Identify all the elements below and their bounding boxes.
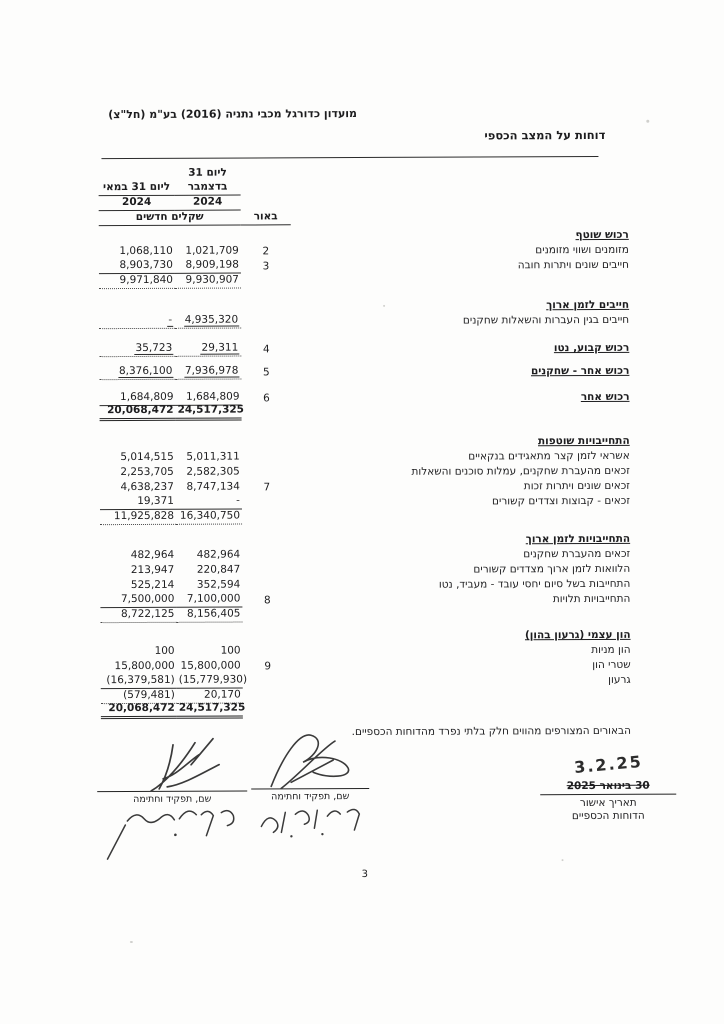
amount-may-2024: 482,964 [130,548,175,562]
amount-may-2024: 4,638,237 [120,480,174,494]
amount-may-2024: 8,722,125 [100,607,176,623]
table-row [101,642,631,659]
table-row [100,576,630,593]
note-ref: 9 [264,660,272,673]
scan-speck [130,941,133,943]
amount-may-2024: 1,068,110 [119,244,173,258]
table-row [101,702,631,719]
amount-may-2024: 9,971,840 [99,273,175,289]
amount-may-2024: 2,253,705 [120,465,174,479]
table-body [99,227,631,719]
row-label: חייבים לזמן ארוך [546,298,630,312]
table-row [100,606,630,623]
table-header [98,164,628,226]
amount-may-2024: 100 [154,644,175,657]
table-row [99,242,629,259]
amount-may-2024: 11,925,828 [100,509,176,525]
table-row [100,448,630,465]
table-row [100,546,630,563]
table-row [99,340,629,357]
table-row [100,561,630,578]
row-label: זכאים - קבוצות וצדדים קשורים [492,494,630,508]
amount-dec-2024: 24,517,325 [177,701,243,719]
page-title: דוחות על המצב הכספי [484,127,606,143]
handwritten-approval-date: 3.2.25 [573,751,644,778]
row-label: חייבים בגין העברות והשאלות שחקנים [462,313,630,327]
amount-dec-2024: 20,170 [177,688,243,704]
amount-dec-2024: 4,935,320 [175,313,241,329]
table-row [100,493,630,510]
table-row [100,508,630,525]
amount-may-2024: 15,800,000 [114,659,175,673]
note-ref: 2 [262,245,270,258]
header-row [99,209,629,226]
row-label [292,523,630,524]
row-label: זכאים מהעברת שחקנים, עמלות סוכנים והשאלות [411,464,630,478]
table-section [99,363,629,380]
table-section [100,531,630,623]
row-label: התחייבויות שוטפות [537,434,630,448]
table-row [99,272,629,289]
amount-dec-2024: 352,594 [196,578,241,591]
row-label: שטרי הון [592,658,631,671]
amount-may-2024: - [99,313,175,329]
signature-scribble [252,728,367,791]
amount-dec-2024: (15,779,930) [177,673,243,689]
amount-dec-2024: 9,930,907 [175,273,241,289]
row-label: רכוש אחר - שחקנים [530,364,630,378]
amount-dec-2024: 5,011,311 [186,450,240,463]
amount-may-2024: 525,214 [130,578,175,592]
col-header-dec-line2: בדצמבר [175,180,241,196]
approval-caption [540,797,676,824]
col-header-may: ליום 31 במאי [99,180,175,196]
table-row [100,478,630,495]
amount-dec-2024: 1,021,709 [185,244,239,257]
col-header-year-may: 2024 [99,195,175,211]
scan-speck [646,120,649,123]
note-ref: 3 [262,260,270,273]
col-header-note: באור [241,209,291,225]
table-row [99,227,629,244]
amount-may-2024: 8,376,100 [99,364,175,380]
struck-date-line [540,774,676,796]
row-label: הון מניות [591,643,631,657]
row-label: מזומנים ושווי מזומנים [535,243,629,257]
table-row [101,657,631,674]
table-row [100,591,630,608]
table-row [99,297,629,314]
amount-dec-2024: 8,747,134 [186,480,240,493]
table-row [100,463,630,480]
amount-may-2024: 213,947 [130,563,175,577]
amount-dec-2024: 24,517,325 [176,403,242,421]
amount-dec-2024: 7,100,000 [176,592,242,608]
note-ref: 5 [263,366,270,379]
amount-dec-2024: 2,582,305 [186,465,240,478]
table-row [100,404,630,421]
table-section [99,389,629,421]
row-label: התחייבות בשל סיום יחסי עובד - מעביד, נטו [438,577,631,591]
balance-sheet-table [98,164,630,719]
row-label: אשראי לזמן קצר מתאגידים בנקאיים [468,449,630,463]
signature-label: שם, תפקיד וחתימה [271,791,350,803]
signature-scribble [107,735,237,794]
footnote: הבאורים המצורפים מהווים חלק בלתי נפרד מהדוחות הכספיים. [351,724,631,739]
row-label [292,621,630,622]
row-label: גרעון [608,673,631,686]
approval-caption-line1: תאריך אישור [579,796,637,810]
signature-block-middle [251,728,369,843]
amount-dec-2024: 8,156,405 [176,607,242,623]
row-label [292,419,630,420]
table-section [101,627,631,719]
note-ref: 6 [263,392,270,405]
row-label: הון עצמי (גרעון בהון) [524,628,631,642]
col-header-year-dec: 2024 [175,195,241,211]
amount-may-2024: 20,068,472 [100,403,176,421]
amount-may-2024: 19,371 [100,494,176,510]
table-row [99,363,629,380]
amount-may-2024: 7,500,000 [100,592,176,608]
row-label: התחייבויות תלויות [552,592,631,606]
row-label [293,717,631,718]
amount-may-2024: (16,379,581) [101,673,177,689]
table-row [100,531,630,548]
table-section [99,297,629,329]
scan-speck [562,859,564,861]
page-number: 3 [361,868,368,881]
amount-may-2024: (579,481) [101,688,177,704]
row-label: רכוש אחר [580,390,630,404]
amount-may-2024: 1,684,809 [99,390,175,406]
table-section [100,433,630,525]
row-label: חייבים שונים ויתרות חובה [517,258,629,272]
amount-dec-2024: 1,684,809 [175,390,241,406]
amount-dec-2024: 482,964 [196,548,241,561]
company-name: מועדון כדורגל מכבי נתניה (2016) בע"מ (חל"צ) [108,107,358,122]
note-ref: 8 [264,594,271,607]
row-label: רכוש שוטף [575,228,629,242]
scan-speck [383,305,385,307]
handwritten-name [251,802,369,843]
row-label: התחייבויות לזמן ארוך [525,532,631,546]
amount-may-2024: 5,014,515 [120,450,174,464]
amount-may-2024: 8,903,730 [99,258,175,274]
struck-printed-date: 30 בינואר 2025 [566,779,650,793]
header-spacer [291,224,629,225]
header-rule [101,156,598,159]
amount-dec-2024: 100 [220,644,241,657]
row-label: זכאים שונים ויתרות זכות [523,479,630,493]
approval-date-block [540,751,676,824]
table-section [99,227,629,289]
row-label: רכוש קבוע, נטו [553,341,630,355]
table-row [99,312,629,329]
note-ref: 4 [262,343,270,356]
amount-dec-2024: 15,800,000 [180,659,241,672]
signature-block-left [97,735,248,864]
amount-may-2024: 35,723 [99,341,175,357]
table-row [100,433,630,450]
table-row [101,627,631,644]
handwritten-name [97,805,247,864]
table-section [99,340,629,357]
amount-dec-2024: 220,847 [196,563,241,576]
row-label [291,287,629,288]
note-ref: 7 [263,481,271,494]
col-header-dec-line1: ליום 31 [188,166,227,179]
approval-caption-line2: הדוחות הכספיים [571,809,645,823]
table-row [99,257,629,274]
amount-dec-2024: 16,340,750 [176,509,242,525]
row-label: זכאים מהעברת שחקנים [523,547,631,561]
row-label: הלוואות לזמן ארוך מצדדים קשורים [473,562,631,576]
amount-may-2024: 20,068,472 [101,701,177,719]
col-header-currency: שקלים חדשים [99,210,241,227]
table-row [101,672,631,689]
signature-label: שם, תפקיד וחתימה [133,793,212,806]
amount-dec-2024: 7,936,978 [175,364,241,380]
amount-dec-2024: - [176,494,242,510]
amount-dec-2024: 8,909,198 [175,258,241,274]
amount-dec-2024: 29,311 [175,341,241,357]
